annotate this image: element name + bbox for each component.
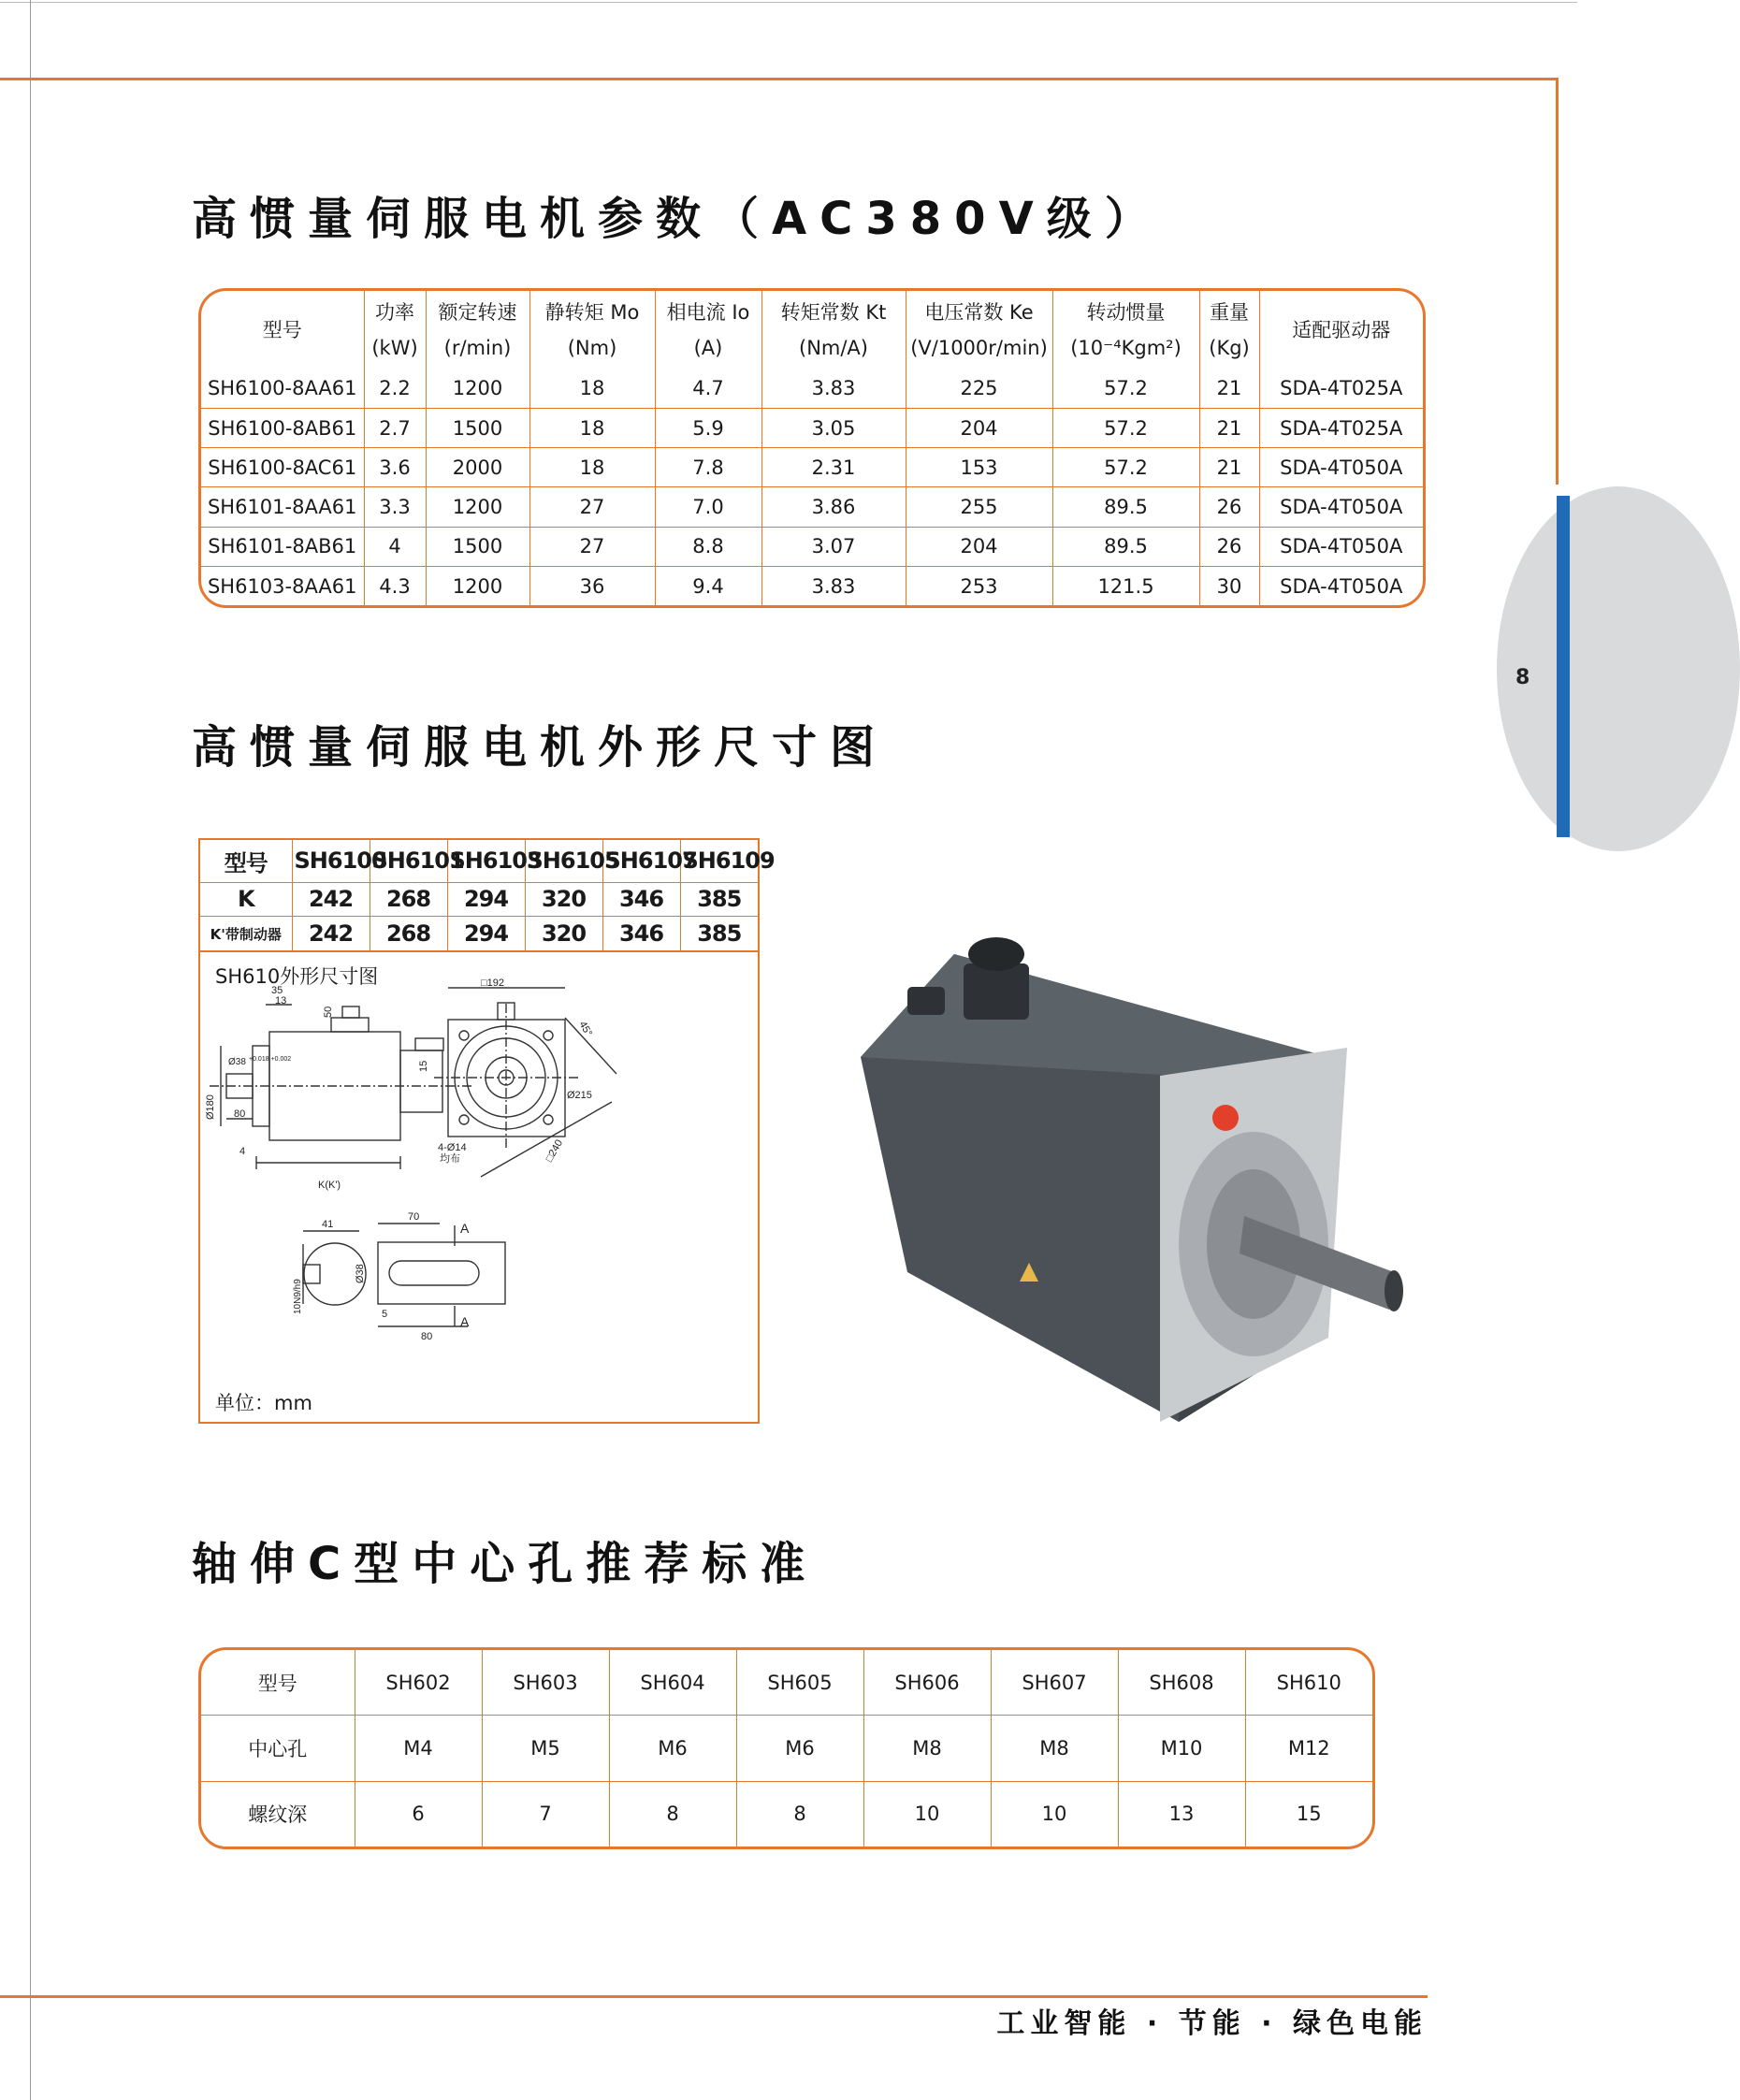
- col-weight: 重量 (Kg): [1199, 291, 1259, 369]
- col-torque: 静转矩 Mo (Nm): [529, 291, 655, 369]
- table-row: [201, 369, 1423, 408]
- side-view: [210, 1005, 471, 1169]
- cell: 7.8: [655, 448, 761, 487]
- label-4-14: 4-Ø14: [438, 1142, 467, 1153]
- cell: 3.83: [761, 369, 906, 408]
- cell: SH6107: [602, 840, 680, 882]
- cell: 346: [602, 882, 680, 917]
- cell: SDA-4T050A: [1259, 527, 1423, 566]
- center-table: [198, 1647, 1375, 1849]
- cell: K: [200, 882, 292, 917]
- cell: SDA-4T025A: [1259, 408, 1423, 447]
- cell: 1500: [426, 527, 529, 566]
- cell: 30: [1199, 567, 1259, 605]
- cell: SH6103: [447, 840, 525, 882]
- label-80-shaft: 80: [421, 1331, 433, 1342]
- top-hairline: [0, 2, 1577, 3]
- label-4: 4: [239, 1146, 246, 1157]
- params-header-row: [201, 291, 1423, 369]
- label-70: 70: [408, 1211, 420, 1223]
- cell: 57.2: [1052, 369, 1199, 408]
- cell: 320: [525, 882, 602, 917]
- cell: M5: [482, 1716, 609, 1782]
- cell: 2.7: [364, 408, 426, 447]
- cell: 27: [529, 527, 655, 566]
- cell: SH6105: [525, 840, 602, 882]
- connector-cap: [968, 937, 1024, 971]
- center-title: 轴伸C型中心孔推荐标准: [192, 1538, 819, 1590]
- cell: 204: [906, 527, 1052, 566]
- cell: 26: [1199, 527, 1259, 566]
- motor-image: [842, 898, 1403, 1422]
- cell: 5.9: [655, 408, 761, 447]
- cell: 385: [680, 917, 758, 950]
- label-50: 50: [323, 1006, 334, 1018]
- cell: M6: [609, 1716, 736, 1782]
- cell: 螺纹深: [201, 1781, 355, 1847]
- table-row: [201, 448, 1423, 487]
- label-35: 35: [271, 985, 283, 996]
- label-38-shaft: Ø38: [355, 1264, 366, 1283]
- cell: K'带制动器: [200, 917, 292, 950]
- table-row: [201, 1781, 1372, 1847]
- table-row: [201, 1650, 1372, 1716]
- label-13: 13: [275, 995, 287, 1007]
- cell: SH610: [1245, 1650, 1372, 1716]
- cell: 1200: [426, 567, 529, 605]
- cell: SH603: [482, 1650, 609, 1716]
- shaft-section: [303, 1224, 505, 1326]
- cell: SH6101-8AA61: [201, 487, 364, 527]
- cell: SH605: [736, 1650, 863, 1716]
- col-ke: 电压常数 Ke (V/1000r/min): [906, 291, 1052, 369]
- label-215: Ø215: [567, 1090, 592, 1101]
- cell: 346: [602, 917, 680, 950]
- label-k: K(K'): [318, 1180, 341, 1191]
- cell: 4.7: [655, 369, 761, 408]
- cell: SH606: [863, 1650, 991, 1716]
- col-current: 相电流 Io (A): [655, 291, 761, 369]
- connector-large: [964, 963, 1029, 1020]
- cell: SDA-4T050A: [1259, 567, 1423, 605]
- cell: 13: [1118, 1781, 1245, 1847]
- cell: 294: [447, 917, 525, 950]
- cell: SH6100: [292, 840, 370, 882]
- cell: 89.5: [1052, 527, 1199, 566]
- right-orange-rule: [1556, 78, 1559, 485]
- cell: 1200: [426, 369, 529, 408]
- unit-label: 单位：mm: [215, 1392, 312, 1414]
- k-row: [200, 882, 758, 917]
- cell: 57.2: [1052, 448, 1199, 487]
- col-inertia: 转动惯量 (10⁻⁴Kgm²): [1052, 291, 1199, 369]
- cell: 7.0: [655, 487, 761, 527]
- cell: SH602: [355, 1650, 482, 1716]
- cell: 2000: [426, 448, 529, 487]
- table-row: [201, 487, 1423, 527]
- cell: 3.6: [364, 448, 426, 487]
- cell: 3.86: [761, 487, 906, 527]
- cell: SH6109: [680, 840, 758, 882]
- label-240: □240: [544, 1137, 566, 1165]
- cell: 8: [736, 1781, 863, 1847]
- label-80: 80: [234, 1108, 246, 1120]
- col-kt: 转矩常数 Kt (Nm/A): [761, 291, 906, 369]
- cell: M4: [355, 1716, 482, 1782]
- page-number: 8: [1515, 666, 1530, 689]
- dimension-drawing: [200, 980, 758, 1392]
- cell: 89.5: [1052, 487, 1199, 527]
- cell: SH608: [1118, 1650, 1245, 1716]
- cell: 3.07: [761, 527, 906, 566]
- cell: 1200: [426, 487, 529, 527]
- k-brake-row: [200, 917, 758, 950]
- cell: 253: [906, 567, 1052, 605]
- cell: 153: [906, 448, 1052, 487]
- cell: 10: [991, 1781, 1118, 1847]
- cell: 294: [447, 882, 525, 917]
- params-table: [198, 288, 1426, 608]
- col-driver: 适配驱动器: [1259, 291, 1423, 369]
- cell: 9.4: [655, 567, 761, 605]
- col-power: 功率 (kW): [364, 291, 426, 369]
- cell: 4: [364, 527, 426, 566]
- label-41: 41: [322, 1219, 334, 1230]
- cell: 8: [609, 1781, 736, 1847]
- table-row: [201, 567, 1423, 605]
- label-180: Ø180: [205, 1094, 216, 1120]
- cell: SDA-4T050A: [1259, 487, 1423, 527]
- col-speed: 额定转速 (r/min): [426, 291, 529, 369]
- label-a-bottom: A: [460, 1314, 470, 1329]
- cell: 18: [529, 408, 655, 447]
- cell: SH607: [991, 1650, 1118, 1716]
- cell: 10: [863, 1781, 991, 1847]
- label-192: □192: [481, 978, 504, 989]
- k-header-row: [200, 840, 758, 882]
- cell: 385: [680, 882, 758, 917]
- cell: 21: [1199, 408, 1259, 447]
- cell: SH6100-8AC61: [201, 448, 364, 487]
- cell: 3.3: [364, 487, 426, 527]
- cell: 320: [525, 917, 602, 950]
- label-38: Ø38: [228, 1057, 246, 1067]
- top-orange-rule: [0, 78, 1559, 80]
- cell: 21: [1199, 448, 1259, 487]
- cell: 8.8: [655, 527, 761, 566]
- dim-box: [198, 838, 775, 1424]
- label-5: 5: [382, 1309, 388, 1320]
- cell: 15: [1245, 1781, 1372, 1847]
- label-38-tol: +0.018 +0.002: [249, 1056, 292, 1063]
- cell: 18: [529, 369, 655, 408]
- cell: SH604: [609, 1650, 736, 1716]
- col-model: 型号: [201, 291, 364, 369]
- cell: 268: [370, 882, 447, 917]
- warning-dot: [1212, 1105, 1239, 1131]
- cell: 型号: [201, 1650, 355, 1716]
- cell: 121.5: [1052, 567, 1199, 605]
- shaft-end: [1385, 1270, 1403, 1311]
- cell: 242: [292, 917, 370, 950]
- table-row: [201, 1716, 1372, 1782]
- left-hairline: [30, 0, 31, 2100]
- cell: 204: [906, 408, 1052, 447]
- cell: 242: [292, 882, 370, 917]
- cell: 中心孔: [201, 1716, 355, 1782]
- label-a-top: A: [460, 1221, 470, 1236]
- table-row: [201, 527, 1423, 566]
- footer-slogan: 工业智能 · 节能 · 绿色电能: [996, 2007, 1428, 2040]
- cell: 26: [1199, 487, 1259, 527]
- cell: 6: [355, 1781, 482, 1847]
- side-tab-bar: [1557, 496, 1570, 837]
- k-table: [200, 840, 775, 952]
- cell: M8: [863, 1716, 991, 1782]
- cell: SDA-4T050A: [1259, 448, 1423, 487]
- cell: 27: [529, 487, 655, 527]
- label-15: 15: [418, 1060, 429, 1072]
- drawing-title: SH610外形尺寸图: [215, 965, 379, 988]
- cell: 57.2: [1052, 408, 1199, 447]
- cell: M6: [736, 1716, 863, 1782]
- cell: 225: [906, 369, 1052, 408]
- cell: 4.3: [364, 567, 426, 605]
- table-row: [201, 408, 1423, 447]
- bottom-orange-rule: [0, 1995, 1428, 1998]
- cell: SDA-4T025A: [1259, 369, 1423, 408]
- cell: M8: [991, 1716, 1118, 1782]
- cell: 1500: [426, 408, 529, 447]
- label-distributed: 均布: [440, 1153, 460, 1165]
- dim-title: 高惯量伺服电机外形尺寸图: [192, 721, 889, 774]
- cell: SH6103-8AA61: [201, 567, 364, 605]
- side-tab-arc: [1497, 486, 1740, 851]
- cell: SH6101: [370, 840, 447, 882]
- cell: 21: [1199, 369, 1259, 408]
- cell: 2.2: [364, 369, 426, 408]
- cell: SH6100-8AA61: [201, 369, 364, 408]
- label-45: 45°: [576, 1019, 595, 1039]
- connector-small: [907, 987, 945, 1015]
- cell: 18: [529, 448, 655, 487]
- cell: 36: [529, 567, 655, 605]
- cell: SH6100-8AB61: [201, 408, 364, 447]
- cell: 7: [482, 1781, 609, 1847]
- cell: M12: [1245, 1716, 1372, 1782]
- cell: 3.83: [761, 567, 906, 605]
- cell: 2.31: [761, 448, 906, 487]
- cell: 3.05: [761, 408, 906, 447]
- cell: SH6101-8AB61: [201, 527, 364, 566]
- cell: 268: [370, 917, 447, 950]
- params-title: 高惯量伺服电机参数（AC380V级）: [192, 193, 1163, 245]
- cell: 255: [906, 487, 1052, 527]
- label-key: 10N9/h9: [293, 1279, 303, 1314]
- cell: 型号: [200, 840, 292, 882]
- cell: M10: [1118, 1716, 1245, 1782]
